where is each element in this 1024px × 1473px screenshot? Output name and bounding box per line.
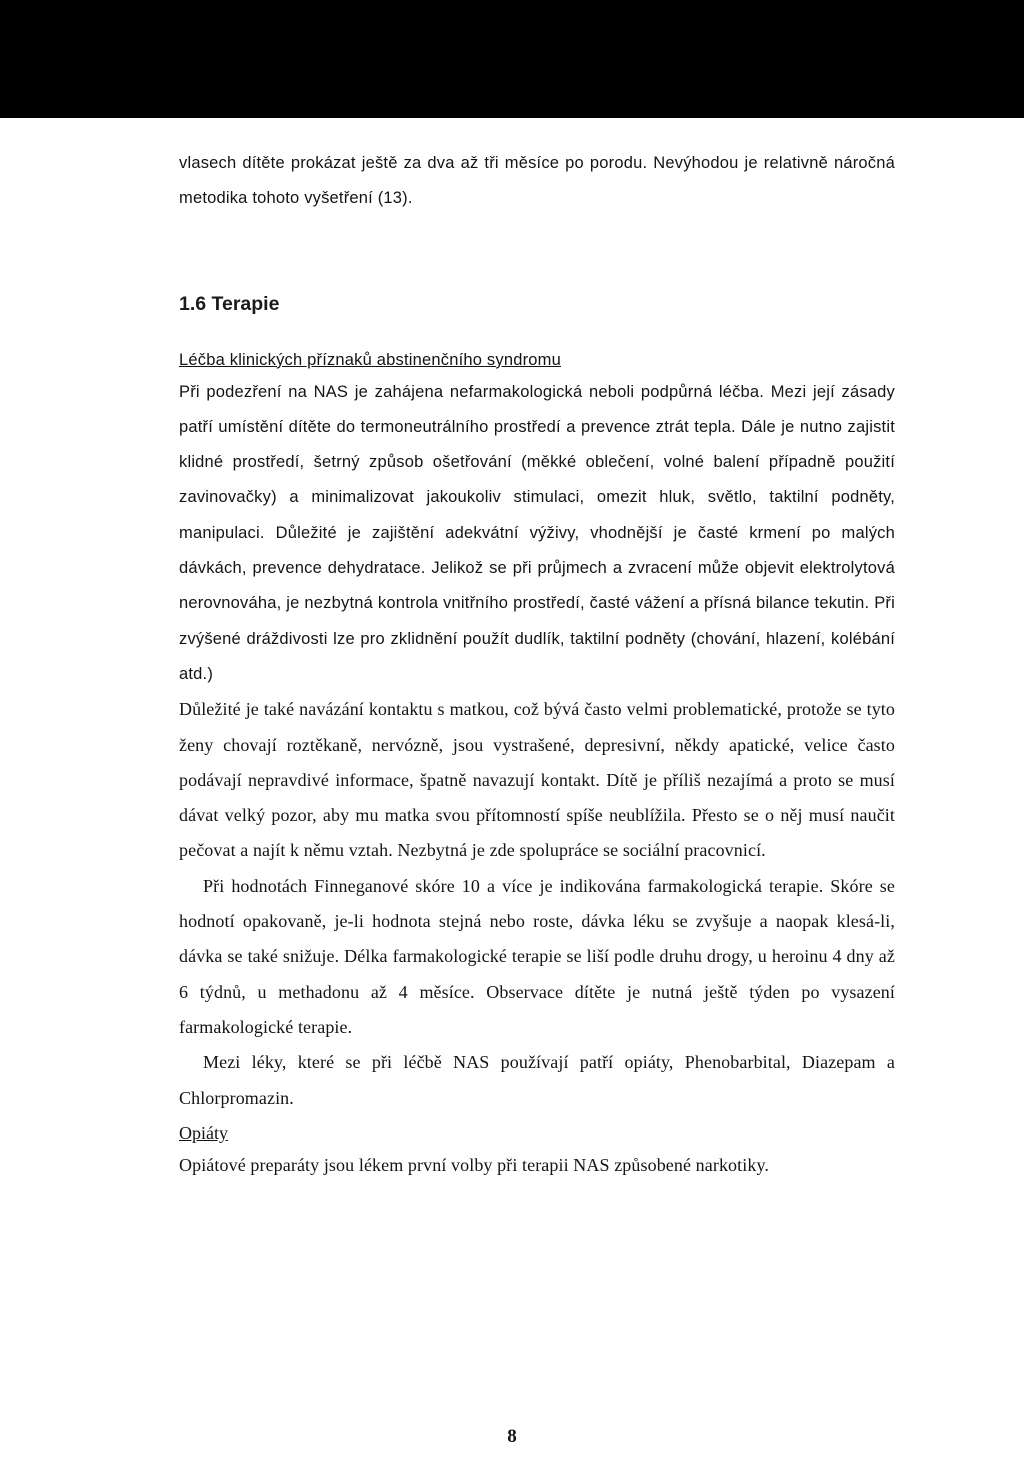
subheading-opiates: Opiáty: [179, 1122, 228, 1143]
subheading-treatment: Léčba klinických příznaků abstinenčního syndromu: [179, 350, 561, 369]
continued-paragraph: vlasech dítěte prokázat ještě za dva až tři měsíce po porodu. Nevýhodou je relativně náročná metodika tohoto vyšetření (13).: [179, 154, 895, 208]
paragraph-nonpharmacological: Při podezření na NAS je zahájena nefarmakologická neboli podpůrná léčba. Mezi její zásady patří umístění dítěte do termoneutrálního prostředí a prevence ztrát tepla. Dále je nutno zajistit klidné prostředí, šetrný způsob ošetřování (měkké oblečení, volné balení případně použití zavinovačky) a minimalizovat jakoukoliv stimulaci, omezit hluk, světlo, taktilní podněty, manipulaci. Důležité je zajištění adekvátní výživy, vhodnější je časté krmení po malých dávkách, prevence dehydratace. Jelikož se při průjmech a zvracení může objevit elektrolytová nerovnováha, je nezbytná kontrola vnitřního prostředí, časté vážení a přísná bilance tekutin. Při zvýšené dráždivosti lze pro zklidnění použít dudlík, taktilní podněty (chování, hlazení, kolébání atd.): [179, 382, 895, 683]
paragraph-opiates: Opiátové preparáty jsou lékem první volby při terapii NAS způsobené narkotiky.: [179, 1154, 769, 1175]
page-content: [179, 146, 895, 1183]
scan-top-border: [0, 0, 1024, 118]
paragraph-medications: Mezi léky, které se při léčbě NAS používají patří opiáty, Phenobarbital, Diazepam a Chlorpromazin.: [179, 1052, 895, 1108]
page-number: 8: [507, 1426, 517, 1447]
paragraph-pharmacological: Při hodnotách Finneganové skóre 10 a více je indikována farmakologická terapie. Skóre se hodnotí opakovaně, je-li hodnota stejná nebo roste, dávka léku se zvyšuje a naopak klesá-li, dávka se také snižuje. Délka farmakologické terapie se liší podle druhu drogy, u heroinu 4 dny až 6 týdnů, u methadonu až 4 měsíce. Observace dítěte je nutná ještě týden po vysazení farmakologické terapie.: [179, 875, 895, 1037]
section-heading: 1.6 Terapie: [179, 292, 280, 315]
paragraph-mother-contact: Důležité je také navázání kontaktu s matkou, což bývá často velmi problematické, protože se tyto ženy chovají roztěkaně, nervózně, jsou vystrašené, depresivní, někdy apatické, velice často podávají nepravdivé informace, špatně navazují kontakt. Dítě je příliš nezajímá a proto se musí dávat velký pozor, aby mu matka svou přítomností spíše neublížila. Přesto se o něj musí naučit pečovat a najít k němu vztah. Nezbytná je zde spolupráce se sociální pracovnicí.: [179, 699, 895, 861]
